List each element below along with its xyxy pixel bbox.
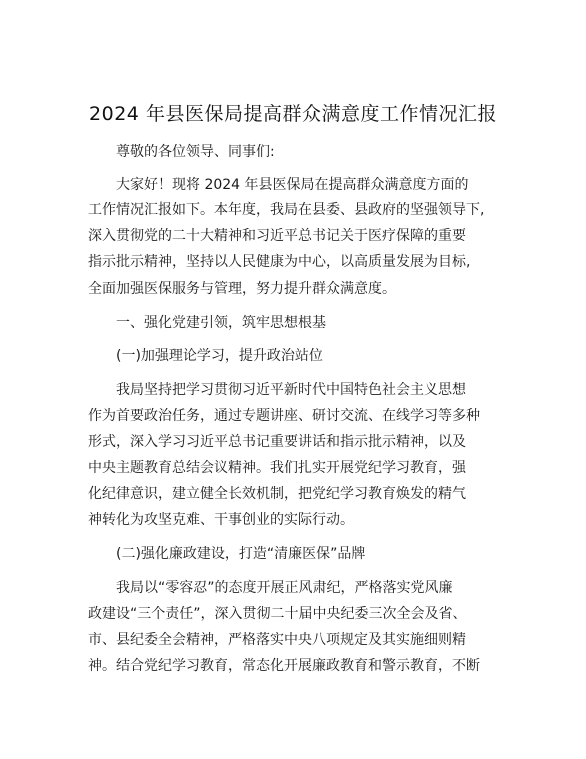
paragraph-line: 市、县纪委全会精神，严格落实中央八项规定及其实施细则精 (88, 632, 466, 648)
intro-line: 指示批示精神，坚持以人民健康为中心，以高质量发展为目标, (88, 254, 471, 270)
intro-line: 全面加强医保服务与管理，努力提升群众满意度。 (88, 281, 396, 297)
paragraph-line: 形式，深入学习习近平总书记重要讲话和指示批示精神，以及 (88, 434, 466, 450)
intro-line: 深入贯彻党的二十大精神和习近平总书记关于医疗保障的重要 (88, 228, 466, 244)
intro-line: 大家好！现将 2024 年县医保局在提高群众满意度方面的 (116, 177, 469, 193)
paragraph-line: 神。结合党纪学习教育，常态化开展廉政教育和警示教育，不断 (88, 658, 480, 674)
paragraph-line: 神转化为攻坚克难、干事创业的实际行动。 (88, 512, 354, 528)
paragraph-line: 政建设“三个责任”，深入贯彻二十届中央纪委三次全会及省、 (88, 606, 467, 622)
paragraph-line: 我局以“零容忍”的态度开展正风肃纪，严格落实党风廉 (116, 580, 453, 596)
paragraph-line: 中央主题教育总结会议精神。我们扎实开展党纪学习教育，强 (88, 460, 466, 476)
document-title: 2024 年县医保局提高群众满意度工作情况汇报 (89, 103, 497, 125)
paragraph-line: 我局坚持把学习贯彻习近平新时代中国特色社会主义思想 (116, 382, 466, 398)
subsection-heading: (一)加强理论学习，提升政治站位 (116, 348, 323, 364)
paragraph-line: 作为首要政治任务，通过专题讲座、研讨交流、在线学习等多种 (88, 408, 480, 424)
paragraph-line: 化纪律意识，建立健全长效机制，把党纪学习教育焕发的精气 (88, 486, 466, 502)
section-heading: 一、强化党建引领，筑牢思想根基 (116, 315, 326, 331)
greeting: 尊敬的各位领导、同事们: (116, 144, 275, 160)
intro-line: 工作情况汇报如下。本年度，我局在县委、县政府的坚强领导下, (88, 202, 485, 218)
subsection-heading: (二)强化廉政建设，打造“清廉医保”品牌 (116, 546, 366, 562)
